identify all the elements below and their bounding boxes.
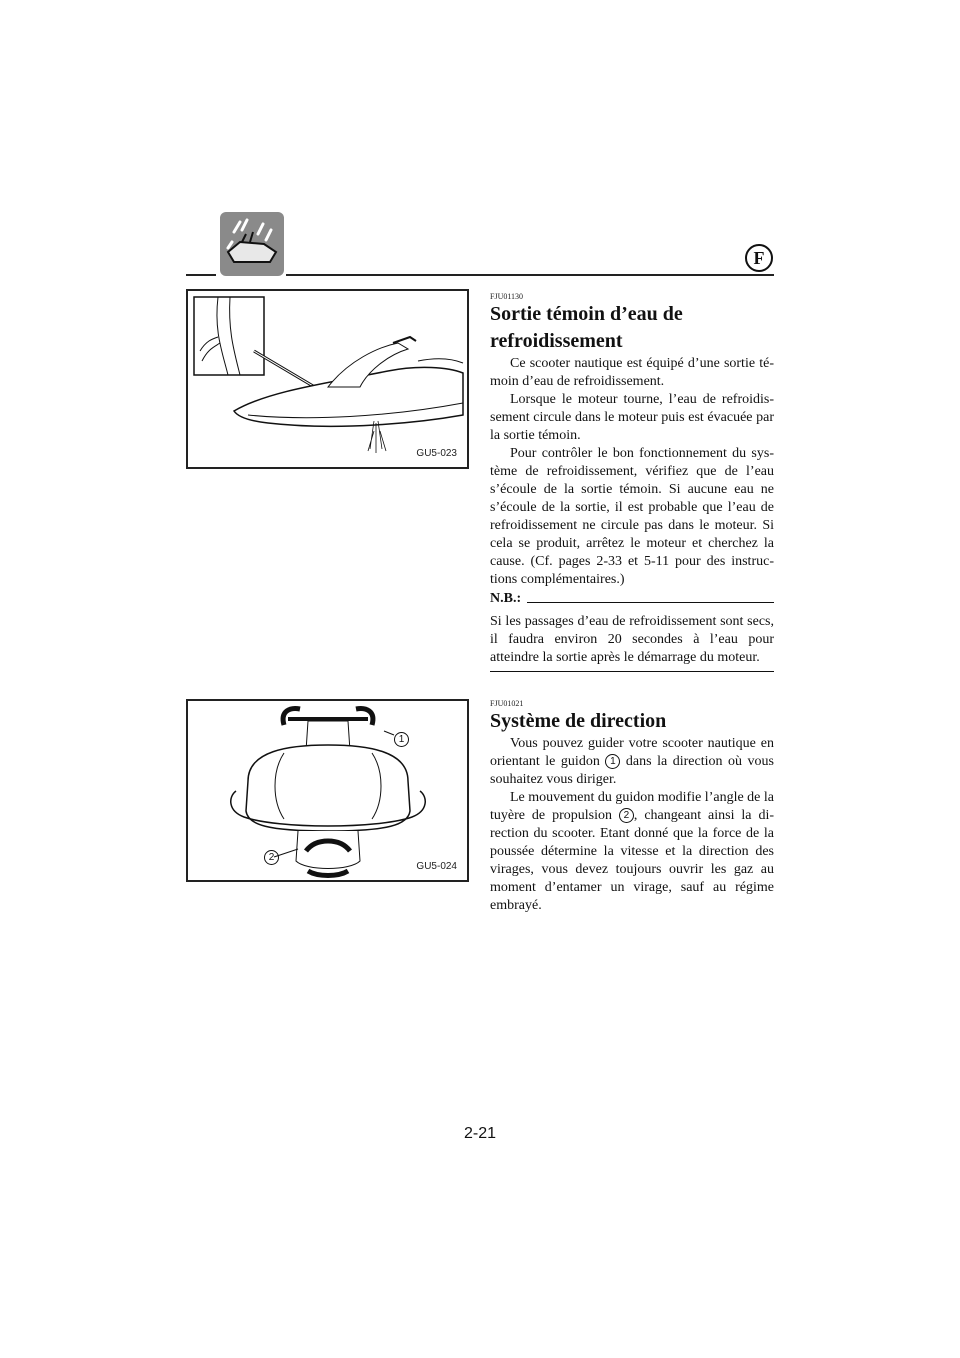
paragraph-text: Le mouvement du guidon modifie l’angle de la tuyère de propulsion (490, 790, 774, 823)
figure-cooling-water-outlet (186, 289, 469, 469)
paragraph (490, 789, 774, 915)
ref-marker-1: 1 (605, 754, 620, 769)
watercraft-top-illustration (188, 701, 467, 880)
paragraph (490, 735, 774, 789)
nb-header (490, 591, 774, 607)
nb-bottom-rule (490, 671, 774, 672)
paragraph: Ce scooter nautique est équipé d’une sortie té-moin d’eau de refroidissement. (490, 356, 774, 389)
nb-label: N.B.: (490, 591, 522, 606)
paragraph: Pour contrôler le bon fonctionnement du sys-tème de refroidissement, vérifiez que de l’eau s’écoule de la sortie témoin. Si aucune eau ne s’écoule de la sortie, il est probable que l’eau de refroidissement ne circule pas dans le moteur. Si cela se produit, arrêtez le moteur et cherchez la cause. (Cf. pages 2-33 et 5-11 pour des instruc-tions complémentaires.) (490, 446, 774, 587)
section-cooling-water (490, 292, 774, 672)
watercraft-side-illustration (188, 291, 467, 467)
language-badge: F (745, 244, 773, 272)
section-code: FJU01021 (490, 699, 524, 708)
paragraph-text: dans la direction où vous souhaitez vous diriger. (490, 754, 774, 787)
section-code: FJU01130 (490, 292, 524, 301)
paragraph-text: Vous pouvez guider votre scooter nautique en orientant le guidon (490, 736, 774, 769)
paragraph-text: , changeant ainsi la di-rection du scooter. Etant donné que la force de la poussée détermine la vitesse et la direction des virages, vous devez toujours ouvrir les gaz au moment d’entamer un virage, sauf au régime embrayé. (490, 808, 774, 913)
section-steering (490, 699, 774, 915)
section-title: Système de direction (490, 710, 667, 732)
figure-code: GU5-023 (416, 448, 457, 459)
figure-code: GU5-024 (416, 861, 457, 872)
nb-rule (527, 602, 774, 603)
paragraph: Lorsque le moteur tourne, l’eau de refroidis-sement circule dans le moteur puis est évacuée par la sortie témoin. (490, 392, 774, 443)
figure-steering-system (186, 699, 469, 882)
section-title: Sortie témoin d’eau de refroidissement (490, 303, 683, 352)
page-number: 2-21 (463, 1125, 497, 1142)
callout-2: 2 (264, 850, 279, 865)
callout-1: 1 (394, 732, 409, 747)
ref-marker-2: 2 (619, 808, 634, 823)
watercraft-splash-icon (220, 212, 284, 276)
nb-text: Si les passages d’eau de refroidissement sont secs, il faudra environ 20 secondes à l’eau pour atteindre la sortie après le démarrage du moteur. (490, 614, 774, 665)
